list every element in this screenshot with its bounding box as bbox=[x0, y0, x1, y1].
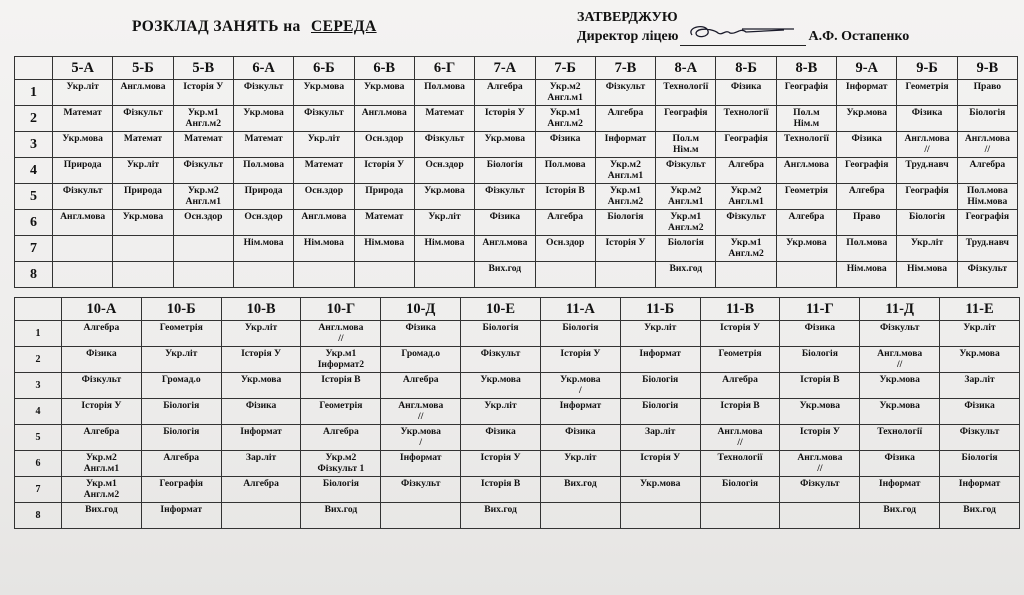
lesson-cell: Нім.мова bbox=[294, 236, 354, 262]
lesson-cell: Англ.мова // bbox=[957, 132, 1017, 158]
lesson-cell: Математ bbox=[173, 132, 233, 158]
lesson-cell: Укр.м2 Англ.м1 bbox=[716, 184, 776, 210]
lesson-cell: Біологія bbox=[700, 477, 780, 503]
lesson-cell: Біологія bbox=[301, 477, 381, 503]
class-header: 10-Б bbox=[141, 298, 221, 321]
lesson-cell: Інформат bbox=[940, 477, 1020, 503]
lesson-cell: Інформат bbox=[837, 80, 897, 106]
lesson-cell: Укр.мова bbox=[940, 347, 1020, 373]
lesson-cell: Історія У bbox=[62, 399, 142, 425]
lesson-row bbox=[15, 347, 1020, 373]
lesson-row bbox=[15, 399, 1020, 425]
lesson-cell: Укр.м1 Англ.м2 bbox=[595, 184, 655, 210]
class-header: 5-Б bbox=[113, 57, 173, 80]
lesson-cell: Геометрія bbox=[301, 399, 381, 425]
lesson-cell: Алгебра bbox=[62, 321, 142, 347]
lesson-cell: Алгебра bbox=[595, 106, 655, 132]
lesson-cell: Укр.літ bbox=[940, 321, 1020, 347]
lesson-cell: Укр.літ bbox=[221, 321, 301, 347]
approve-label: ЗАТВЕРДЖУЮ bbox=[577, 10, 678, 25]
lesson-cell: Осн.здор bbox=[233, 210, 293, 236]
lesson-cell: Математ bbox=[53, 106, 113, 132]
lesson-cell: Укр.мова / bbox=[540, 373, 620, 399]
lesson-cell: Фізкульт bbox=[656, 158, 716, 184]
lesson-cell: Англ.мова bbox=[776, 158, 836, 184]
lesson-number: 5 bbox=[15, 425, 62, 451]
lesson-cell: Фізкульт bbox=[716, 210, 776, 236]
lesson-cell: Фізика bbox=[897, 106, 957, 132]
lesson-cell: Укр.літ bbox=[620, 321, 700, 347]
lesson-row bbox=[15, 262, 1018, 288]
lesson-cell bbox=[53, 262, 113, 288]
lesson-cell: Укр.літ bbox=[141, 347, 221, 373]
class-header: 9-Б bbox=[897, 57, 957, 80]
lesson-cell: Укр.літ bbox=[897, 236, 957, 262]
lesson-cell: Алгебра bbox=[62, 425, 142, 451]
lesson-cell: Укр.мова / bbox=[381, 425, 461, 451]
lesson-cell: Історія В bbox=[535, 184, 595, 210]
lesson-cell: Біологія bbox=[940, 451, 1020, 477]
class-header: 11-В bbox=[700, 298, 780, 321]
lesson-row bbox=[15, 210, 1018, 236]
lesson-cell: Фізкульт bbox=[294, 106, 354, 132]
lesson-cell bbox=[173, 262, 233, 288]
lesson-number: 2 bbox=[15, 347, 62, 373]
lesson-cell: Укр.мова bbox=[620, 477, 700, 503]
lesson-cell: Алгебра bbox=[141, 451, 221, 477]
lesson-cell: Нім.мова bbox=[837, 262, 897, 288]
lesson-row bbox=[15, 80, 1018, 106]
lesson-cell: Англ.мова bbox=[113, 80, 173, 106]
lesson-cell: Укр.літ bbox=[294, 132, 354, 158]
lesson-cell: Право bbox=[837, 210, 897, 236]
lesson-cell: Історія У bbox=[540, 347, 620, 373]
lesson-cell: Геометрія bbox=[700, 347, 780, 373]
lesson-cell: Укр.мова bbox=[461, 373, 541, 399]
class-header: 10-А bbox=[62, 298, 142, 321]
lesson-cell: Історія У bbox=[620, 451, 700, 477]
schedule-table-grades-10-11 bbox=[14, 297, 1020, 529]
lesson-cell: Геометрія bbox=[141, 321, 221, 347]
lesson-cell: Інформат bbox=[860, 477, 940, 503]
lesson-cell bbox=[173, 236, 233, 262]
lesson-cell: Осн.здор bbox=[294, 184, 354, 210]
lesson-cell: Алгебра bbox=[535, 210, 595, 236]
lesson-cell: Укр.мова bbox=[53, 132, 113, 158]
lesson-cell: Вих.год bbox=[540, 477, 620, 503]
lesson-cell: Фізика bbox=[461, 425, 541, 451]
lesson-cell: Вих.год bbox=[860, 503, 940, 529]
lesson-cell: Природа bbox=[233, 184, 293, 210]
lesson-cell: Фізкульт bbox=[381, 477, 461, 503]
approval-block bbox=[577, 8, 909, 46]
lesson-cell: Нім.мова bbox=[354, 236, 414, 262]
class-header: 6-Б bbox=[294, 57, 354, 80]
lesson-cell: Труд.навч bbox=[897, 158, 957, 184]
lesson-number: 4 bbox=[15, 158, 53, 184]
lesson-cell: Укр.м2 Англ.м1 bbox=[173, 184, 233, 210]
lesson-cell: Математ bbox=[354, 210, 414, 236]
lesson-cell bbox=[776, 262, 836, 288]
lesson-cell: Англ.мова // bbox=[301, 321, 381, 347]
signature-line bbox=[680, 31, 806, 46]
lesson-cell: Укр.м1 Інформат2 bbox=[301, 347, 381, 373]
lesson-cell: Англ.мова bbox=[354, 106, 414, 132]
lesson-cell: Громад.о bbox=[381, 347, 461, 373]
director-name: А.Ф. Остапенко bbox=[808, 29, 910, 44]
lesson-cell: Історія У bbox=[780, 425, 860, 451]
lesson-cell bbox=[700, 503, 780, 529]
lesson-number: 3 bbox=[15, 132, 53, 158]
lesson-cell: Технології bbox=[860, 425, 940, 451]
lesson-cell: Інформат bbox=[620, 347, 700, 373]
lesson-cell: Вих.год bbox=[656, 262, 716, 288]
lesson-cell: Укр.м1 Англ.м2 bbox=[716, 236, 776, 262]
lesson-cell: Інформат bbox=[540, 399, 620, 425]
lesson-cell: Фізкульт bbox=[475, 184, 535, 210]
lesson-cell bbox=[294, 262, 354, 288]
lesson-cell: Історія У bbox=[595, 236, 655, 262]
lesson-cell: Фізика bbox=[540, 425, 620, 451]
lesson-cell: Укр.м2 Фізкульт 1 bbox=[301, 451, 381, 477]
lesson-cell: Вих.год bbox=[301, 503, 381, 529]
lesson-cell: Вих.год bbox=[461, 503, 541, 529]
lesson-cell: Англ.мова bbox=[294, 210, 354, 236]
lesson-cell: Укр.літ bbox=[461, 399, 541, 425]
lesson-cell: Біологія bbox=[620, 399, 700, 425]
lesson-cell: Осн.здор bbox=[535, 236, 595, 262]
lesson-cell: Алгебра bbox=[716, 158, 776, 184]
lesson-cell: Історія В bbox=[780, 373, 860, 399]
lesson-cell: Біологія bbox=[461, 321, 541, 347]
class-header: 11-А bbox=[540, 298, 620, 321]
lesson-cell: Географія bbox=[141, 477, 221, 503]
corner-cell bbox=[15, 57, 53, 80]
lesson-cell: Пол.мова bbox=[837, 236, 897, 262]
lesson-cell: Укр.м2 Англ.м1 bbox=[656, 184, 716, 210]
lesson-cell: Фізика bbox=[475, 210, 535, 236]
lesson-cell: Осн.здор bbox=[173, 210, 233, 236]
lesson-cell: Технології bbox=[700, 451, 780, 477]
lesson-cell: Фізкульт bbox=[414, 132, 474, 158]
lesson-number: 7 bbox=[15, 236, 53, 262]
lesson-cell: Нім.мова bbox=[414, 236, 474, 262]
lesson-cell: Фізика bbox=[780, 321, 860, 347]
lesson-cell: Осн.здор bbox=[354, 132, 414, 158]
lesson-cell: Англ.мова // bbox=[897, 132, 957, 158]
lesson-cell: Біологія bbox=[897, 210, 957, 236]
lesson-cell: Алгебра bbox=[837, 184, 897, 210]
lesson-cell: Фізика bbox=[716, 80, 776, 106]
lesson-number: 5 bbox=[15, 184, 53, 210]
class-header: 5-А bbox=[53, 57, 113, 80]
lesson-cell: Історія У bbox=[173, 80, 233, 106]
lesson-row bbox=[15, 158, 1018, 184]
class-header: 11-Д bbox=[860, 298, 940, 321]
lesson-cell: Математ bbox=[414, 106, 474, 132]
lesson-cell: Англ.мова // bbox=[700, 425, 780, 451]
lesson-cell bbox=[233, 262, 293, 288]
lesson-cell: Фізкульт bbox=[233, 80, 293, 106]
lesson-cell: Історія В bbox=[301, 373, 381, 399]
lesson-cell: Укр.м1 Англ.м2 bbox=[173, 106, 233, 132]
lesson-cell: Англ.мова // bbox=[381, 399, 461, 425]
lesson-cell: Укр.м2 Англ.м1 bbox=[595, 158, 655, 184]
title-text: РОЗКЛАД ЗАНЯТЬ на bbox=[132, 18, 301, 35]
lesson-row bbox=[15, 132, 1018, 158]
class-header: 11-Г bbox=[780, 298, 860, 321]
lesson-cell: Укр.мова bbox=[354, 80, 414, 106]
lesson-row bbox=[15, 184, 1018, 210]
class-header: 10-Г bbox=[301, 298, 381, 321]
lesson-cell: Укр.мова bbox=[475, 132, 535, 158]
lesson-cell: Фізкульт bbox=[595, 80, 655, 106]
lesson-cell bbox=[354, 262, 414, 288]
lesson-cell: Укр.мова bbox=[860, 373, 940, 399]
lesson-cell: Пол.мова bbox=[414, 80, 474, 106]
lesson-cell: Фізика bbox=[940, 399, 1020, 425]
lesson-cell: Фізкульт bbox=[780, 477, 860, 503]
lesson-number: 4 bbox=[15, 399, 62, 425]
lesson-cell: Математ bbox=[233, 132, 293, 158]
lesson-cell: Укр.мова bbox=[221, 373, 301, 399]
class-header: 7-Б bbox=[535, 57, 595, 80]
lesson-cell: Алгебра bbox=[700, 373, 780, 399]
class-header: 11-Б bbox=[620, 298, 700, 321]
lesson-cell: Фізкульт bbox=[957, 262, 1017, 288]
lesson-cell: Укр.літ bbox=[414, 210, 474, 236]
lesson-cell: Зар.літ bbox=[940, 373, 1020, 399]
lesson-cell: Біологія bbox=[957, 106, 1017, 132]
lesson-cell: Фізкульт bbox=[461, 347, 541, 373]
lesson-cell: Технології bbox=[716, 106, 776, 132]
lesson-cell: Фізкульт bbox=[113, 106, 173, 132]
lesson-cell: Географія bbox=[656, 106, 716, 132]
lesson-cell bbox=[780, 503, 860, 529]
lesson-cell: Геометрія bbox=[897, 80, 957, 106]
class-header: 8-В bbox=[776, 57, 836, 80]
lesson-cell bbox=[221, 503, 301, 529]
lesson-cell: Вих.год bbox=[475, 262, 535, 288]
lesson-cell: Право bbox=[957, 80, 1017, 106]
lesson-cell: Інформат bbox=[381, 451, 461, 477]
lesson-number: 1 bbox=[15, 80, 53, 106]
lesson-cell: Фізика bbox=[62, 347, 142, 373]
lesson-cell: Труд.навч bbox=[957, 236, 1017, 262]
lesson-cell: Інформат bbox=[595, 132, 655, 158]
lesson-cell: Укр.м2 Англ.м1 bbox=[535, 80, 595, 106]
class-header: 9-В bbox=[957, 57, 1017, 80]
lesson-cell: Технології bbox=[656, 80, 716, 106]
lesson-cell: Укр.м1 Англ.м2 bbox=[535, 106, 595, 132]
lesson-cell bbox=[535, 262, 595, 288]
lesson-cell: Географія bbox=[716, 132, 776, 158]
lesson-cell: Історія У bbox=[354, 158, 414, 184]
lesson-cell bbox=[716, 262, 776, 288]
lesson-cell: Інформат bbox=[221, 425, 301, 451]
lesson-cell bbox=[540, 503, 620, 529]
lesson-cell: Пол.мова bbox=[233, 158, 293, 184]
class-header: 10-Д bbox=[381, 298, 461, 321]
lesson-row bbox=[15, 451, 1020, 477]
lesson-cell: Алгебра bbox=[381, 373, 461, 399]
lesson-cell: Фізика bbox=[837, 132, 897, 158]
lesson-cell: Англ.мова // bbox=[780, 451, 860, 477]
lesson-cell: Фізкульт bbox=[860, 321, 940, 347]
lesson-cell: Біологія bbox=[595, 210, 655, 236]
lesson-cell: Фізкульт bbox=[62, 373, 142, 399]
lesson-cell: Історія В bbox=[461, 477, 541, 503]
lesson-row bbox=[15, 503, 1020, 529]
lesson-cell: Нім.мова bbox=[233, 236, 293, 262]
lesson-cell bbox=[381, 503, 461, 529]
lesson-cell: Укр.мова bbox=[860, 399, 940, 425]
lesson-cell: Геометрія bbox=[776, 184, 836, 210]
lesson-cell: Фізика bbox=[381, 321, 461, 347]
lesson-number: 2 bbox=[15, 106, 53, 132]
class-header: 10-В bbox=[221, 298, 301, 321]
lesson-cell: Укр.мова bbox=[837, 106, 897, 132]
lesson-cell: Вих.год bbox=[940, 503, 1020, 529]
lesson-row bbox=[15, 373, 1020, 399]
signature-icon bbox=[684, 21, 802, 43]
lesson-cell: Фізкульт bbox=[173, 158, 233, 184]
lesson-cell: Укр.м1 Англ.м2 bbox=[656, 210, 716, 236]
lesson-cell: Біологія bbox=[475, 158, 535, 184]
class-header: 11-Е bbox=[940, 298, 1020, 321]
lesson-row bbox=[15, 477, 1020, 503]
lesson-cell: Укр.мова bbox=[113, 210, 173, 236]
lesson-cell: Технології bbox=[776, 132, 836, 158]
class-header: 8-А bbox=[656, 57, 716, 80]
lesson-cell: Алгебра bbox=[475, 80, 535, 106]
class-header: 6-В bbox=[354, 57, 414, 80]
lesson-cell: Біологія bbox=[540, 321, 620, 347]
lesson-number: 6 bbox=[15, 451, 62, 477]
lesson-cell: Біологія bbox=[141, 399, 221, 425]
director-label: Директор ліцею bbox=[577, 29, 679, 44]
lesson-cell bbox=[113, 262, 173, 288]
lesson-cell: Укр.мова bbox=[233, 106, 293, 132]
lesson-row bbox=[15, 425, 1020, 451]
lesson-number: 6 bbox=[15, 210, 53, 236]
lesson-cell bbox=[113, 236, 173, 262]
lesson-cell: Природа bbox=[53, 158, 113, 184]
lesson-cell: Математ bbox=[113, 132, 173, 158]
lesson-cell: Укр.мова bbox=[776, 236, 836, 262]
lesson-cell: Укр.мова bbox=[294, 80, 354, 106]
lesson-cell: Алгебра bbox=[957, 158, 1017, 184]
lesson-cell: Історія У bbox=[700, 321, 780, 347]
class-header: 6-Г bbox=[414, 57, 474, 80]
lesson-cell: Пол.мова bbox=[535, 158, 595, 184]
lesson-cell: Біологія bbox=[141, 425, 221, 451]
lesson-cell: Зар.літ bbox=[221, 451, 301, 477]
lesson-cell bbox=[595, 262, 655, 288]
lesson-cell: Біологія bbox=[620, 373, 700, 399]
lesson-cell: Алгебра bbox=[301, 425, 381, 451]
lesson-cell: Історія В bbox=[700, 399, 780, 425]
lesson-cell: Укр.м1 Англ.м2 bbox=[62, 477, 142, 503]
lesson-cell: Алгебра bbox=[221, 477, 301, 503]
lesson-cell: Англ.мова bbox=[475, 236, 535, 262]
lesson-cell: Фізика bbox=[860, 451, 940, 477]
lesson-cell: Фізика bbox=[535, 132, 595, 158]
lesson-cell: Вих.год bbox=[62, 503, 142, 529]
lesson-cell: Зар.літ bbox=[620, 425, 700, 451]
page-title bbox=[132, 18, 377, 36]
corner-cell bbox=[15, 298, 62, 321]
lesson-cell: Пол.мова Нім.мова bbox=[957, 184, 1017, 210]
lesson-cell: Природа bbox=[354, 184, 414, 210]
lesson-cell: Природа bbox=[113, 184, 173, 210]
lesson-cell: Англ.мова bbox=[53, 210, 113, 236]
lesson-cell: Фізкульт bbox=[940, 425, 1020, 451]
lesson-row bbox=[15, 106, 1018, 132]
lesson-cell: Біологія bbox=[780, 347, 860, 373]
lesson-cell: Пол.м Нім.м bbox=[776, 106, 836, 132]
lesson-cell: Громад.о bbox=[141, 373, 221, 399]
lesson-cell: Алгебра bbox=[776, 210, 836, 236]
lesson-cell: Географія bbox=[897, 184, 957, 210]
lesson-cell bbox=[414, 262, 474, 288]
lesson-cell: Фізика bbox=[221, 399, 301, 425]
lesson-cell: Математ bbox=[294, 158, 354, 184]
lesson-cell: Історія У bbox=[461, 451, 541, 477]
lesson-cell: Укр.мова bbox=[780, 399, 860, 425]
lesson-cell: Інформат bbox=[141, 503, 221, 529]
lesson-number: 1 bbox=[15, 321, 62, 347]
class-header: 7-В bbox=[595, 57, 655, 80]
lesson-cell: Укр.літ bbox=[113, 158, 173, 184]
lesson-number: 7 bbox=[15, 477, 62, 503]
lesson-number: 8 bbox=[15, 262, 53, 288]
lesson-number: 8 bbox=[15, 503, 62, 529]
class-header: 9-А bbox=[837, 57, 897, 80]
lesson-cell: Географія bbox=[957, 210, 1017, 236]
class-header: 7-А bbox=[475, 57, 535, 80]
lesson-cell: Укр.м2 Англ.м1 bbox=[62, 451, 142, 477]
class-header: 6-А bbox=[233, 57, 293, 80]
lesson-cell: Укр.мова bbox=[414, 184, 474, 210]
lesson-cell: Фізкульт bbox=[53, 184, 113, 210]
lesson-cell: Укр.літ bbox=[540, 451, 620, 477]
lesson-cell bbox=[620, 503, 700, 529]
lesson-cell: Пол.м Нім.м bbox=[656, 132, 716, 158]
lesson-cell: Осн.здор bbox=[414, 158, 474, 184]
lesson-number: 3 bbox=[15, 373, 62, 399]
lesson-cell: Географія bbox=[837, 158, 897, 184]
class-header: 8-Б bbox=[716, 57, 776, 80]
lesson-row bbox=[15, 236, 1018, 262]
lesson-cell: Англ.мова // bbox=[860, 347, 940, 373]
lesson-row bbox=[15, 321, 1020, 347]
lesson-cell: Нім.мова bbox=[897, 262, 957, 288]
lesson-cell: Географія bbox=[776, 80, 836, 106]
lesson-cell: Біологія bbox=[656, 236, 716, 262]
lesson-cell: Історія У bbox=[221, 347, 301, 373]
class-header: 5-В bbox=[173, 57, 233, 80]
lesson-cell bbox=[53, 236, 113, 262]
title-day: СЕРЕДА bbox=[310, 18, 377, 35]
class-header: 10-Е bbox=[461, 298, 541, 321]
lesson-cell: Укр.літ bbox=[53, 80, 113, 106]
lesson-cell: Історія У bbox=[475, 106, 535, 132]
schedule-table-grades-5-9 bbox=[14, 56, 1018, 288]
